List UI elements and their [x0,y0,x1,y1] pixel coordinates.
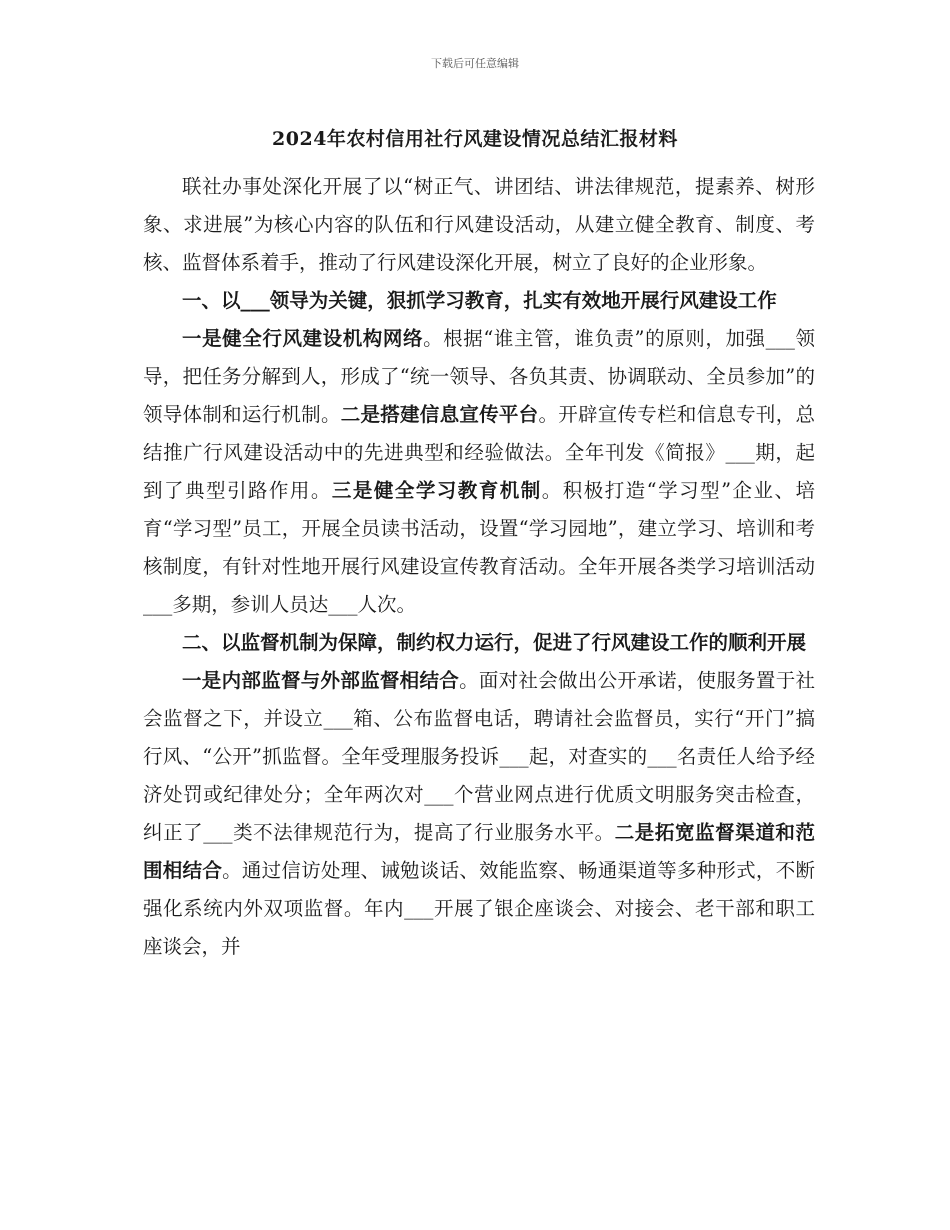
section-1-point-2-title: 二是搭建信息宣传平台 [340,403,539,426]
section-1-paragraph [143,320,815,624]
section-2-point-2-text: 。通过信访处理、诫勉谈话、效能监察、畅通渠道等多种形式，不断强化系统内外双项监督。年内___开展了银企座谈会、对接会、老干部和职工座谈会，并 [143,859,815,958]
document-body [143,168,815,966]
section-2-point-1-title: 一是内部监督与外部监督相结合 [182,669,460,692]
section-2-paragraph [143,662,815,966]
section-1-heading: 一、以___领导为关键，狠抓学习教育，扎实有效地开展行风建设工作 [182,289,777,312]
page-header: 下载后可任意编辑 [431,57,519,70]
section-1-point-1-title: 一是健全行风建设机构网络 [182,327,424,350]
section-1-point-3-title: 三是健全学习教育机制 [331,479,542,502]
document-title: 2024年农村信用社行风建设情况总结汇报材料 [272,128,678,150]
section-1-point-3-text: 。积极打造“学习型”企业、培育“学习型”员工，开展全员读书活动，设置“学习园地”，建立学习、培训和考核制度，有针对性地开展行风建设宣传教育活动。全年开展各类学习培训活动___多期，参训人员达___人次。 [143,479,815,616]
section-2-heading: 二、以监督机制为保障，制约权力运行，促进了行风建设工作的顺利开展 [182,631,807,654]
section-2-point-1-text: 。面对社会做出公开承诺，使服务置于社会监督之下，并设立___箱、公布监督电话，聘请社会监督员，实行“开门”搞行风、“公开”抓监督。全年受理服务投诉___起，对查实的___名责任人给予经济处罚或纪律处分；全年两次对___个营业网点进行优质文明服务突击检查，纠正了___类不法律规范行为，提高了行业服务水平。 [143,669,815,844]
intro-paragraph: 联社办事处深化开展了以“树正气、讲团结、讲法律规范，提素养、树形象、求进展”为核心内容的队伍和行风建设活动，从建立健全教育、制度、考核、监督体系着手，推动了行风建设深化开展，树立了良好的企业形象。 [143,175,815,274]
section-2-point-2-title: 二是拓宽监督渠道和范围相结合 [143,821,815,882]
section-1-point-2-text: 。开辟宣传专栏和信息专刊，总结推广行风建设活动中的先进典型和经验做法。全年刊发《简报》___期，起到了典型引路作用。 [143,403,815,502]
section-1-point-1-text: 。根据“谁主管，谁负责”的原则，加强___领导，把任务分解到人，形成了“统一领导、各负其责、协调联动、全员参加”的领导体制和运行机制。 [143,327,815,426]
